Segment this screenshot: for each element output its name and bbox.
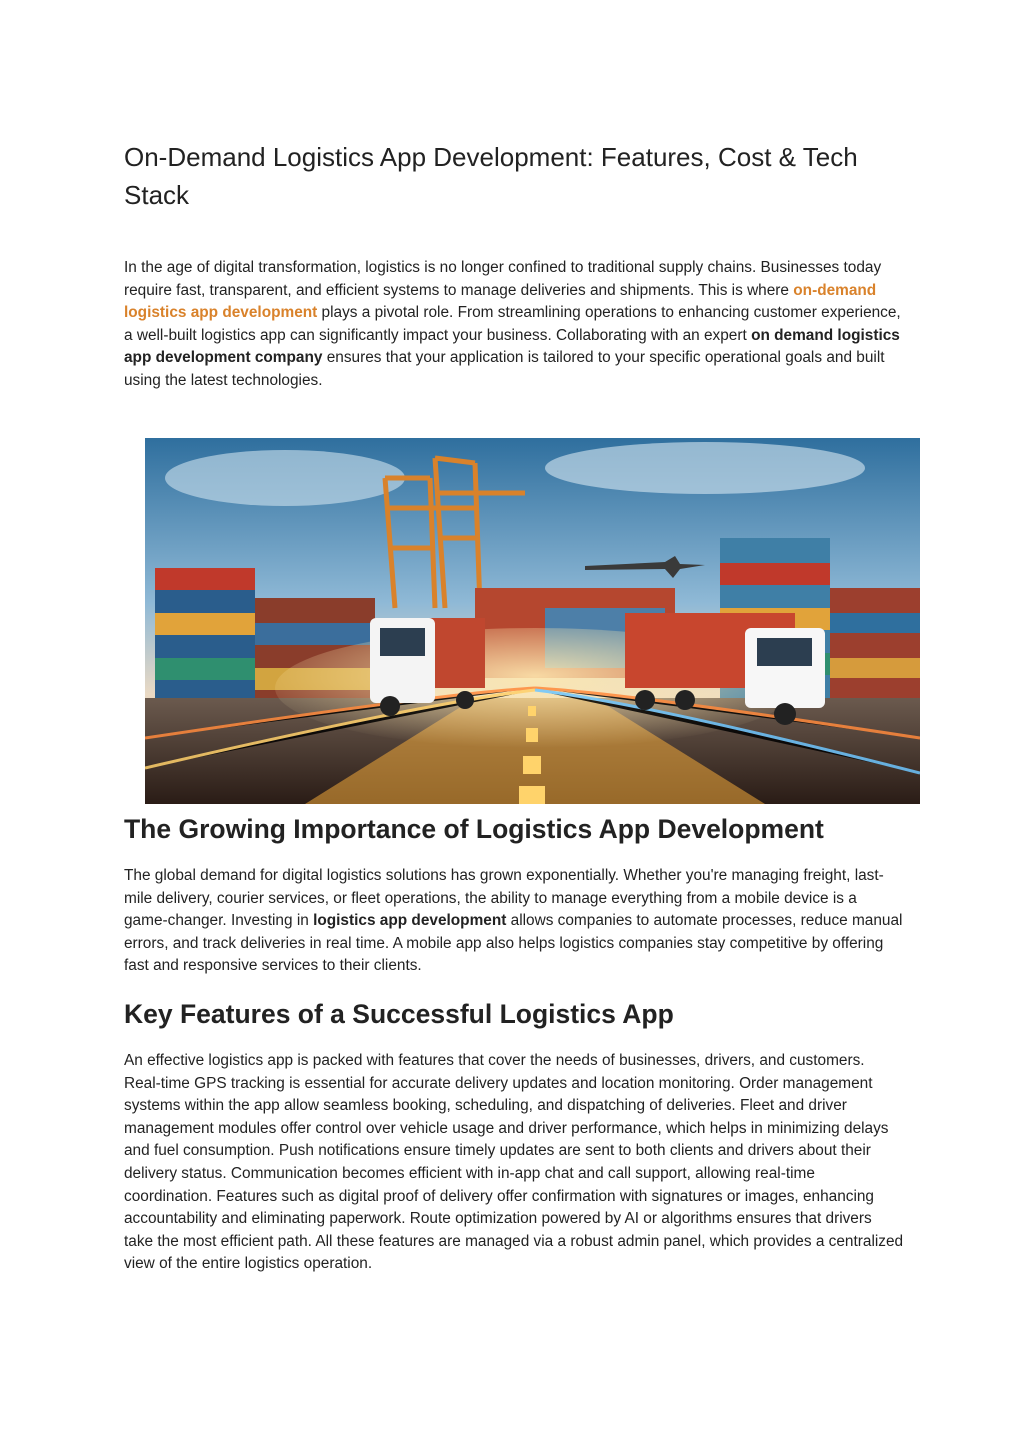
hero-image [145,438,920,804]
page-title: On-Demand Logistics App Development: Features, Cost & Tech Stack [124,142,858,210]
importance-text-2: allows companies to automate processes, reduce manual errors, and track deliveries in real time. A mobile app also helps logistics companies stay competitive by offering fast and responsive services to their clients. [124,912,903,975]
intro-link[interactable]: on-demand logistics app development [124,281,877,322]
intro-bold: on demand logistics app development company [124,326,900,367]
intro-text-3: ensures that your application is tailored to your specific operational goals and built using the latest technologies. [124,349,885,389]
intro-text-1: In the age of digital transformation, logistics is no longer confined to traditional supply chains. Businesses today require fast, transparent, and efficient systems to manage deliveries and shipments. This is where [124,259,882,299]
section-heading-importance: The Growing Importance of Logistics App Development [124,814,824,844]
importance-paragraph [124,865,904,978]
importance-bold: logistics app development [313,912,507,930]
logistics-trucks-icon [145,438,920,804]
importance-text-1: The global demand for digital logistics solutions has grown exponentially. Whether you're managing freight, last-mile delivery, courier services, or fleet operations, the ability to manage everything from a mobile device is a game-changer. Investing in [124,867,884,930]
section-heading-features: Key Features of a Successful Logistics App [124,999,674,1029]
intro-text-2: plays a pivotal role. From streamlining operations to enhancing customer experience, a well-built logistics app can significantly impact your business. Collaborating with an expert [124,304,901,344]
intro-paragraph [124,257,904,393]
features-paragraph: An effective logistics app is packed with features that cover the needs of businesses, drivers, and customers. Real-time GPS tracking is essential for accurate delivery updates and location monitoring. Order management systems within the app allow seamless booking, scheduling, and dispatching of deliveries. Fleet and driver management modules offer control over vehicle usage and driver performance, which helps in minimizing delays and fuel consumption. Push notifications ensure timely updates are sent to both clients and drivers about their delivery status. Communication becomes efficient with in-app chat and call support, allowing real-time coordination. Features such as digital proof of delivery offer confirmation with signatures or images, enhancing accountability and eliminating paperwork. Route optimization powered by AI or algorithms ensures that drivers take the most efficient path. All these features are managed via a robust admin panel, which provides a centralized view of the entire logistics operation. [124,1052,904,1273]
